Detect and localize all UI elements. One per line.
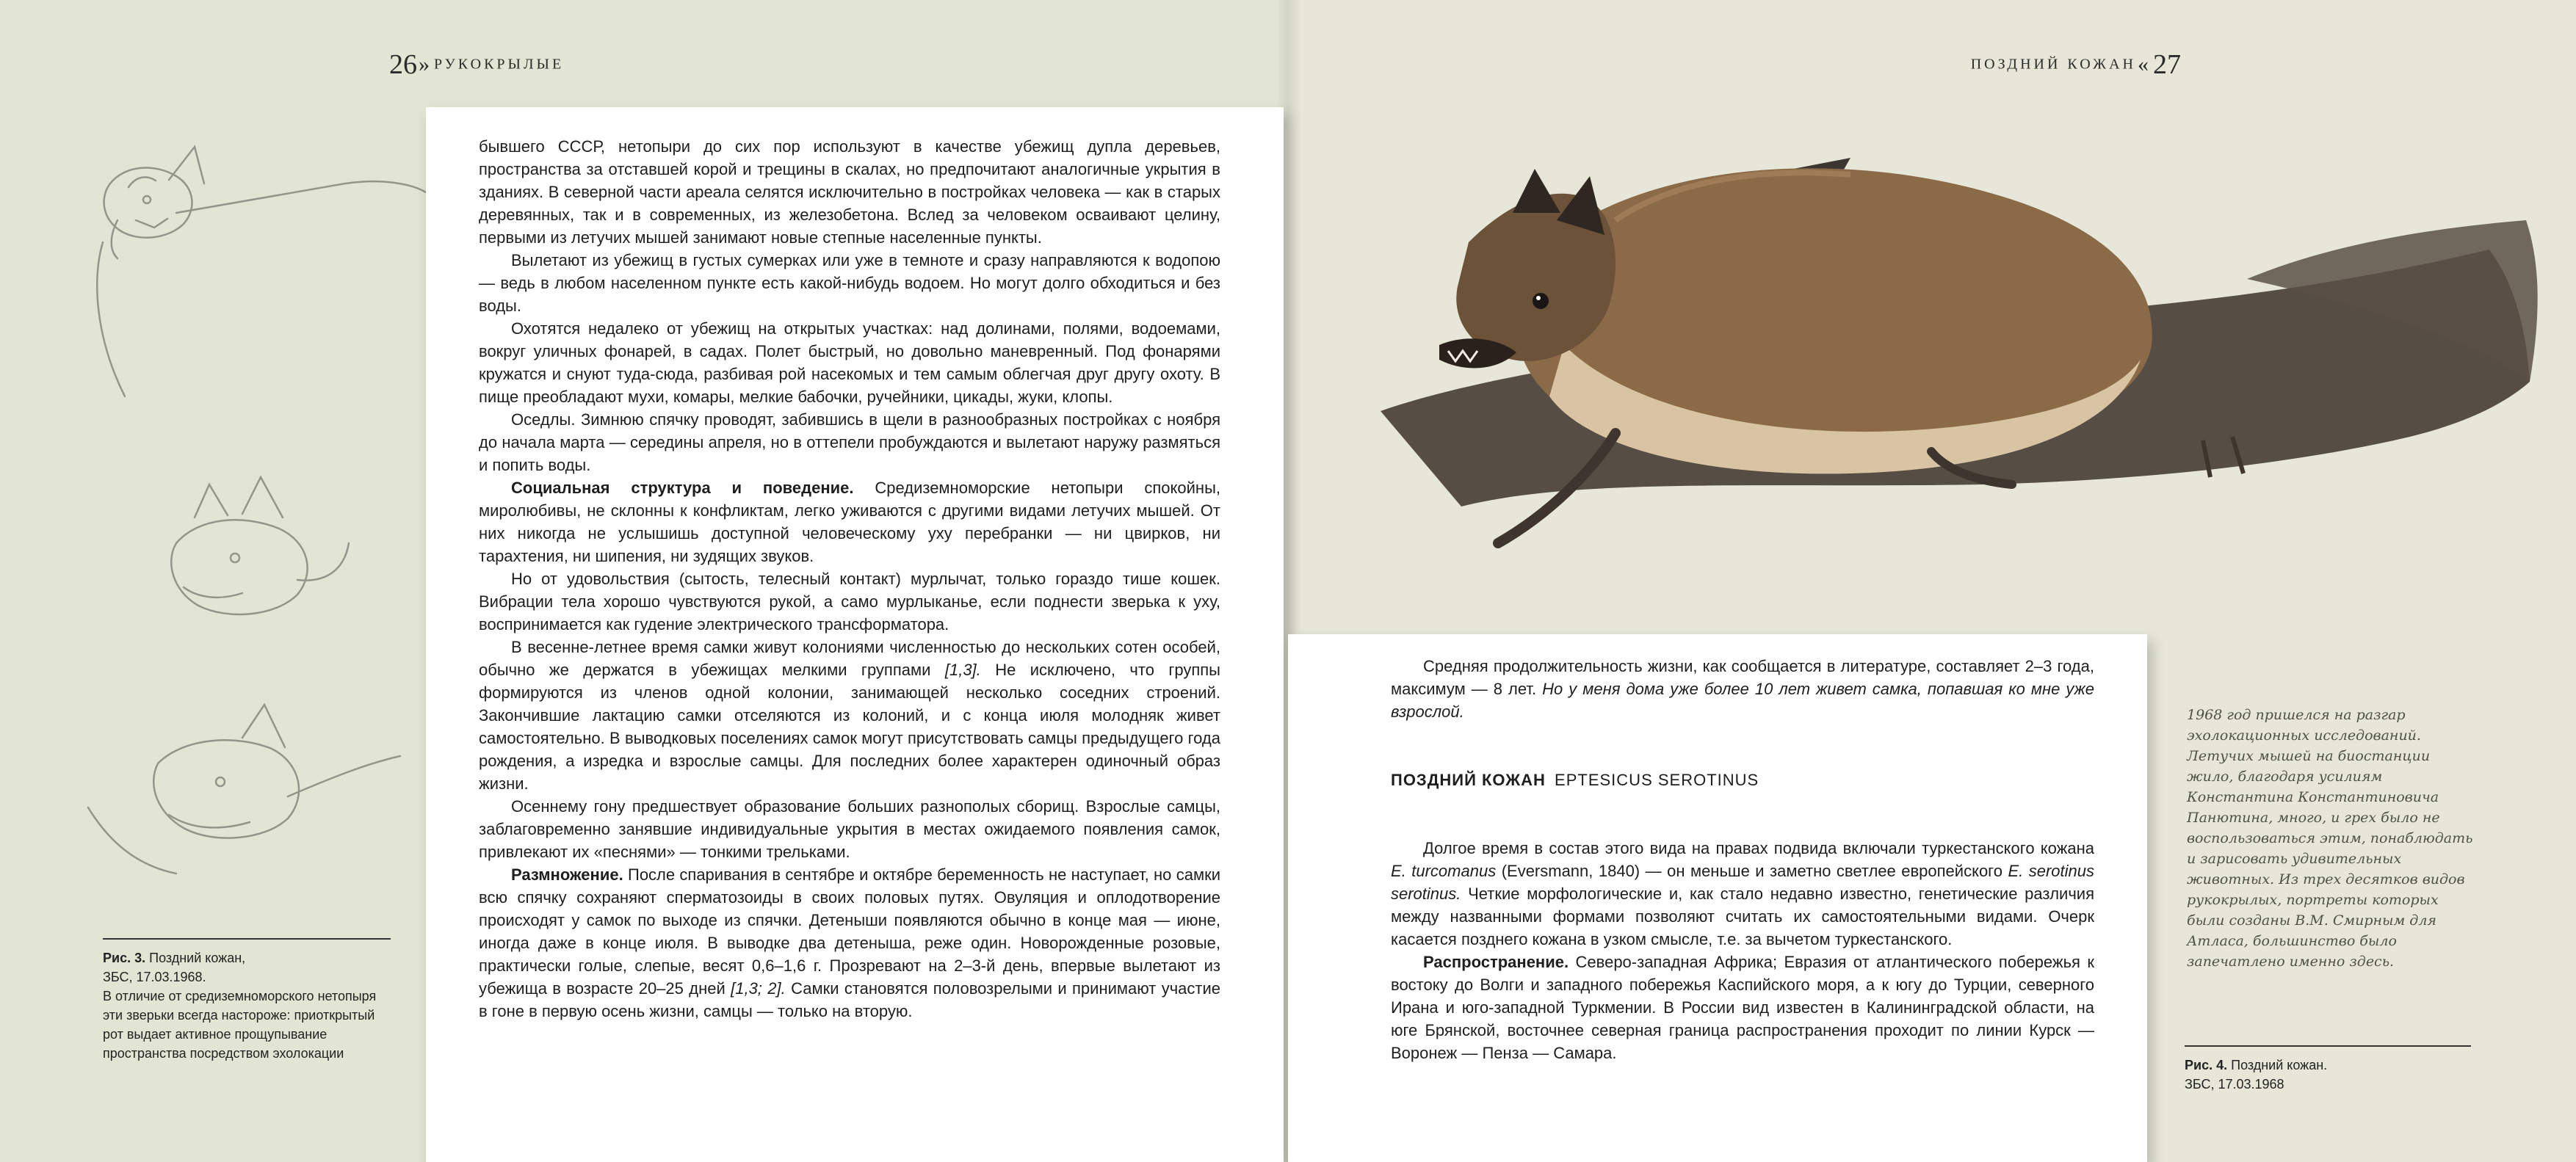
bat-head-sketch-2 [171,477,349,614]
paragraph-text: Четкие морфологические и, как стало недавно известно, генетические различия между названными формами позволяют считать их самостоятельными видами. Очерк касается позднего кожана в узком смысле, т.е. за вычетом туркестанского. [1391,885,2094,948]
paragraph [479,863,1220,1023]
figure-date: ЗБС, 17.03.1968 [2185,1077,2284,1092]
paragraph: Но от удовольствия (сытость, телесный контакт) мурлычат, только гораздо тише кошек. Вибрации тела хорошо чувствуются рукой, а само мурлыканье, если поднести зверька к уху, воспринимается как гудение электрического трансформатора. [479,570,1220,633]
paragraph-text: (Eversmann, 1840) — он меньше и заметно светлее европейского [1501,862,2002,880]
paragraph [1391,951,2094,1064]
paragraph: Осеннему гону предшествует образование больших разнополых сборищ. Взрослые самцы, заблаговременно занявшие индивидуальные укрытия в местах ожидаемого появления самок, привлекают их «песнями» — тонкими трельками. [479,797,1220,861]
figure-title: Поздний кожан. [2231,1058,2328,1072]
figure-label: Рис. 4. [2185,1058,2228,1072]
right-page-body [1391,655,2094,1064]
taxon-name: E. turcomanus [1391,862,1497,880]
bat-head-sketch-1 [97,147,426,396]
species-heading [1391,769,2094,791]
section-label: Размножение. [511,865,623,884]
paragraph-text: Средняя продолжительность жизни, как сообщается в литературе, составляет 2–3 года, максимум — 8 лет. [1391,657,2094,698]
handwritten-note: 1968 год пришелся на разгар эхолокационных исследований. Летучих мышей на биостанции жило, благодаря усилиям Константина Константиновича Панютина, много, и грех было не воспользоваться этим, понаблюдать и зарисовать удивительных животных. Из трех десятков видов рукокрылых, портреты которых были созданы В.М. Смирным для Атласа, большинство было запечатлено именно здесь. [2187,707,2473,970]
paragraph-text: В весенне-летнее время самки живут колониями численностью до нескольких сотен особей, обычно же держатся в убежищах мелкими группами [479,638,1220,679]
section-title-left: РУКОКРЫЛЫЕ [434,56,565,73]
paragraph: Вылетают из убежищ в густых сумерках или уже в темноте и сразу направляются к водопою — ведь в любом населенном пункте есть какой-нибудь водоем. Но могут долго обходиться и без воды. [479,251,1220,315]
figure-4-heading [2185,1056,2471,1075]
paragraph-text: Средиземноморские нетопыри спокойны, миролюбивы, не склонны к конфликтам, легко уживаются с другими видами летучих мышей. От них никогда не услышишь доступной человеческому уху перебранки — ни цвирков, ни тарахтения, ни шипения, ни зудящих звуков. [479,479,1220,565]
figure-label: Рис. 3. [103,951,146,965]
page-number-right: 27 [2153,49,2181,80]
figure-description: В отличие от средиземноморского нетопыря эти зверьки всегда настороже: приоткрытый рот выдает активное прощупывание пространства посредством эхолокации [103,989,377,1061]
double-arrow-left-icon: « [2138,52,2149,76]
section-label: Распространение. [1423,953,1569,971]
citation: [1,3; 2]. [731,979,786,998]
section-title-right: ПОЗДНИЙ КОЖАН [1970,56,2136,73]
page-number-left: 26 [389,49,417,80]
figure-4-caption [2185,1045,2471,1094]
paragraph-text: Не исключено, что группы формируются из членов одной колонии, занимающей несколько соседних строений. Закончившие лактацию самки отселяются из колоний, и с конца июля молодняк живет самостоятельно. В выводковых поселениях самок могут присутствовать самцы предыдущего года рождения, а изредка и взрослые самцы. Для последних более характерен одиночный образ жизни. [479,661,1220,793]
paragraph-text: Северо-западная Африка; Евразия от атлантического побережья к востоку до Волги и западного побережья Каспийского моря, а к югу до Турции, северного Ирана и юго-западной Туркмении. В России вид известен в Калининградской области, на юге Брянской, восточнее северная граница распространения проходит по линии Курск — Воронеж — Пенза — Самара. [1391,953,2094,1062]
citation: [1,3]. [944,661,981,679]
paragraph: Охотятся недалеко от убежищ на открытых участках: над долинами, полями, водоемами, вокруг уличных фонарей, в садах. Полет быстрый, но довольно маневренный. Под фонарями кружатся и снуют туда-сюда, разбивая рой насекомых и тем самым облегчая друг другу охоту. В пище преобладают мухи, комары, мелкие бабочки, ручейники, цикады, жуки, клопы. [479,319,1220,406]
figure-date: ЗБС, 17.03.1968. [103,970,206,984]
paragraph [479,636,1220,795]
bat-head-sketch-3 [88,705,400,874]
double-arrow-right-icon: » [419,52,430,76]
figure-3-caption [103,938,391,1063]
figure-3-heading [103,948,391,967]
paragraph-text: Долгое время в состав этого вида на правах подвида включали туркестанского кожана [1423,839,2094,857]
species-name-ru: ПОЗДНИЙ КОЖАН [1391,771,1546,789]
paragraph-text: После спаривания в сентябре и октябре беременность не наступает, но самки всю спячку сохраняют сперматозоиды в своих половых путях. Овуляция и оплодотворение происходят у самок по выходе из спячки. Детеныши появляются обычно в конце мая — июне, иногда даже в конце июля. В выводке два детеныша, реже один. Новорожденные розовые, практически голые, слепые, весят 0,6–1,6 г. Прозревают на 2–3-й день, впервые вылетают из убежища в возрасте 20–25 дней [479,865,1220,998]
paragraph: бывшего СССР, нетопыри до сих пор используют в качестве убежищ дупла деревьев, пространства за отставшей корой и трещины в скалах, но предпочитают аналогичные укрытия в зданиях. В северной части ареала селятся исключительно в постройках человека — как в старых деревянных, так и в современных, из железобетона. Вслед за человеком осваивают целину, первыми из летучих мышей занимают новые степные населенные пункты. [479,137,1220,247]
bat-painting [1381,158,2538,543]
paragraph-text: Самки становятся половозрелыми и принимают участие в гоне в первую осень жизни, самцы — только на вторую. [479,979,1220,1020]
author-note: Но у меня дома уже более 10 лет живет самка, попавшая ко мне уже взрослой. [1391,680,2094,721]
paragraph: Оседлы. Зимнюю спячку проводят, забившись в щели в разнообразных постройках с ноября до начала марта — середины апреля, но в оттепели пробуждаются и вылетают наружу размяться и попить воды. [479,410,1220,474]
figure-title: Поздний кожан, [149,951,246,965]
species-name-lat: EPTESICUS SEROTINUS [1555,771,1759,789]
taxon-name: E. serotinus serotinus. [1391,862,2094,903]
paragraph [479,476,1220,567]
left-page-body [479,135,1220,1023]
paragraph [1391,837,2094,951]
paragraph [1391,655,2094,723]
section-label: Социальная структура и поведение. [511,479,854,497]
